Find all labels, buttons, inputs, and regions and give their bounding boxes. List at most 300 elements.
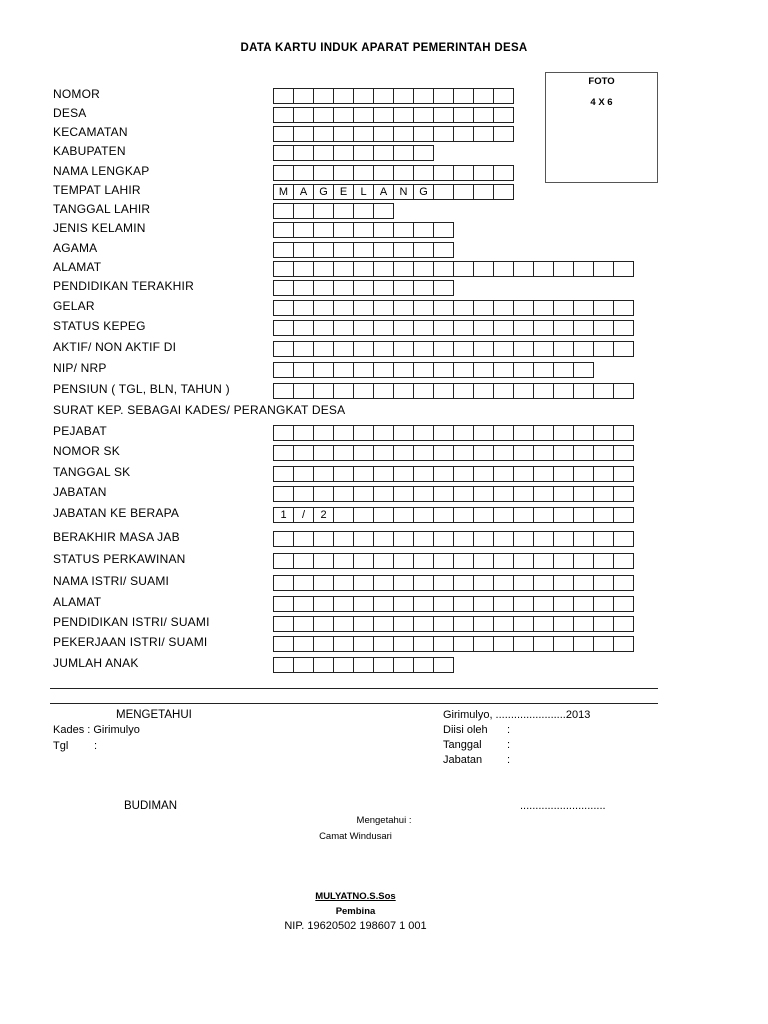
field-cell[interactable] <box>413 636 434 652</box>
field-cell[interactable] <box>573 320 594 336</box>
field-cell[interactable] <box>293 261 314 277</box>
field-cell[interactable] <box>293 341 314 357</box>
field-cell[interactable] <box>533 445 554 461</box>
field-cell[interactable] <box>493 184 514 200</box>
field-cell[interactable] <box>453 445 474 461</box>
field-cell[interactable] <box>553 616 574 632</box>
field-cell[interactable] <box>553 531 574 547</box>
field-cell[interactable] <box>413 107 434 123</box>
field-cell[interactable] <box>413 596 434 612</box>
field-cell[interactable] <box>273 300 294 316</box>
field-cell[interactable] <box>393 222 414 238</box>
field-cell[interactable] <box>273 126 294 142</box>
field-cell[interactable] <box>313 242 334 258</box>
field-cell[interactable] <box>433 466 454 482</box>
field-cell[interactable] <box>373 466 394 482</box>
field-cell[interactable] <box>613 300 634 316</box>
field-cell[interactable] <box>333 425 354 441</box>
field-cell[interactable] <box>493 425 514 441</box>
field-cell[interactable] <box>413 362 434 378</box>
field-cell[interactable]: G <box>413 184 434 200</box>
field-cell[interactable] <box>393 320 414 336</box>
field-cell[interactable] <box>573 636 594 652</box>
field-cell[interactable] <box>333 261 354 277</box>
field-cell[interactable] <box>313 575 334 591</box>
field-cell[interactable] <box>373 616 394 632</box>
field-cell[interactable] <box>433 107 454 123</box>
field-cell[interactable] <box>493 341 514 357</box>
field-cell[interactable] <box>613 486 634 502</box>
field-cell[interactable] <box>573 445 594 461</box>
field-cell[interactable] <box>573 486 594 502</box>
field-cell[interactable] <box>493 88 514 104</box>
field-cell[interactable] <box>433 165 454 181</box>
field-cell[interactable] <box>613 531 634 547</box>
field-cell[interactable] <box>573 341 594 357</box>
field-cell[interactable] <box>593 636 614 652</box>
field-cell[interactable] <box>273 222 294 238</box>
field-cell[interactable] <box>333 553 354 569</box>
field-cell[interactable] <box>293 445 314 461</box>
field-cell[interactable] <box>333 486 354 502</box>
field-cell[interactable] <box>573 300 594 316</box>
field-cell[interactable] <box>373 320 394 336</box>
field-cell[interactable] <box>473 596 494 612</box>
field-cell[interactable] <box>353 575 374 591</box>
field-cell[interactable] <box>313 636 334 652</box>
field-cell[interactable] <box>613 616 634 632</box>
field-cell[interactable] <box>313 531 334 547</box>
field-cell[interactable] <box>433 486 454 502</box>
field-cell[interactable] <box>573 466 594 482</box>
field-cell[interactable] <box>493 107 514 123</box>
field-cell[interactable] <box>433 300 454 316</box>
field-cell[interactable] <box>573 553 594 569</box>
field-cell[interactable] <box>353 383 374 399</box>
field-cell[interactable] <box>473 320 494 336</box>
field-cell[interactable]: A <box>293 184 314 200</box>
field-cell[interactable] <box>373 341 394 357</box>
field-cell[interactable] <box>333 242 354 258</box>
field-cell[interactable] <box>373 553 394 569</box>
field-cell[interactable] <box>493 362 514 378</box>
field-cell[interactable] <box>433 184 454 200</box>
field-cell[interactable]: 1 <box>273 507 294 523</box>
field-cell[interactable] <box>393 165 414 181</box>
field-cell[interactable] <box>373 261 394 277</box>
field-cell[interactable] <box>613 507 634 523</box>
field-cell[interactable] <box>593 616 614 632</box>
field-cell[interactable] <box>513 362 534 378</box>
field-cell[interactable] <box>393 425 414 441</box>
field-cell[interactable] <box>513 507 534 523</box>
field-cell[interactable] <box>553 466 574 482</box>
field-cell[interactable] <box>393 445 414 461</box>
field-cell[interactable] <box>493 553 514 569</box>
field-cell[interactable] <box>553 553 574 569</box>
field-cell[interactable] <box>533 531 554 547</box>
field-cell[interactable] <box>353 280 374 296</box>
field-cell[interactable] <box>413 425 434 441</box>
field-cell[interactable] <box>333 165 354 181</box>
field-cell[interactable] <box>513 320 534 336</box>
field-cell[interactable] <box>533 507 554 523</box>
field-cell[interactable] <box>613 553 634 569</box>
field-cell[interactable] <box>353 145 374 161</box>
field-cell[interactable] <box>493 165 514 181</box>
field-cell[interactable] <box>353 531 374 547</box>
field-cell[interactable] <box>593 466 614 482</box>
field-cell[interactable] <box>353 636 374 652</box>
field-cell[interactable] <box>373 362 394 378</box>
field-cell[interactable] <box>593 425 614 441</box>
field-cell[interactable] <box>533 636 554 652</box>
field-cell[interactable] <box>513 486 534 502</box>
field-cell[interactable] <box>593 531 614 547</box>
field-cell[interactable] <box>413 261 434 277</box>
field-cell[interactable] <box>373 596 394 612</box>
field-cell[interactable] <box>293 165 314 181</box>
field-cell[interactable] <box>513 425 534 441</box>
field-cell[interactable] <box>453 320 474 336</box>
field-cell[interactable] <box>413 88 434 104</box>
field-cell[interactable] <box>313 425 334 441</box>
field-cell[interactable] <box>493 636 514 652</box>
field-cell[interactable] <box>293 383 314 399</box>
field-cell[interactable] <box>293 553 314 569</box>
field-cell[interactable] <box>453 531 474 547</box>
field-cell[interactable] <box>513 466 534 482</box>
field-cell[interactable] <box>353 507 374 523</box>
field-cell[interactable] <box>313 362 334 378</box>
field-cell[interactable] <box>313 300 334 316</box>
field-cell[interactable] <box>393 657 414 673</box>
field-cell[interactable] <box>413 383 434 399</box>
field-cell[interactable] <box>413 507 434 523</box>
field-cell[interactable] <box>453 165 474 181</box>
field-cell[interactable] <box>573 575 594 591</box>
field-cell[interactable] <box>293 466 314 482</box>
field-cell[interactable] <box>373 88 394 104</box>
field-cell[interactable] <box>513 261 534 277</box>
field-cell[interactable] <box>433 88 454 104</box>
field-cell[interactable] <box>473 531 494 547</box>
field-cell[interactable] <box>353 242 374 258</box>
field-cell[interactable] <box>313 88 334 104</box>
field-cell[interactable] <box>353 553 374 569</box>
field-cell[interactable] <box>573 616 594 632</box>
field-cell[interactable] <box>433 575 454 591</box>
field-cell[interactable] <box>293 657 314 673</box>
field-cell[interactable] <box>473 616 494 632</box>
field-cell[interactable] <box>433 341 454 357</box>
field-cell[interactable] <box>313 341 334 357</box>
field-cell[interactable] <box>473 107 494 123</box>
field-cell[interactable] <box>553 636 574 652</box>
field-cell[interactable] <box>533 553 554 569</box>
field-cell[interactable] <box>393 107 414 123</box>
field-cell[interactable] <box>333 300 354 316</box>
field-cell[interactable] <box>353 445 374 461</box>
field-cell[interactable]: A <box>373 184 394 200</box>
field-cell[interactable] <box>493 320 514 336</box>
field-cell[interactable] <box>553 341 574 357</box>
field-cell[interactable] <box>513 636 534 652</box>
field-cell[interactable] <box>313 203 334 219</box>
field-cell[interactable] <box>273 88 294 104</box>
field-cell[interactable] <box>333 616 354 632</box>
field-cell[interactable] <box>513 553 534 569</box>
field-cell[interactable] <box>373 165 394 181</box>
field-cell[interactable] <box>473 341 494 357</box>
field-cell[interactable] <box>473 507 494 523</box>
field-cell[interactable] <box>333 362 354 378</box>
field-cell[interactable] <box>473 553 494 569</box>
field-cell[interactable] <box>333 107 354 123</box>
field-cell[interactable] <box>333 341 354 357</box>
field-cell[interactable] <box>273 107 294 123</box>
field-cell[interactable] <box>273 165 294 181</box>
field-cell[interactable] <box>353 657 374 673</box>
field-cell[interactable] <box>373 425 394 441</box>
field-cell[interactable] <box>413 616 434 632</box>
field-cell[interactable] <box>613 261 634 277</box>
field-cell[interactable] <box>433 280 454 296</box>
field-cell[interactable] <box>353 203 374 219</box>
field-cell[interactable] <box>453 553 474 569</box>
field-cell[interactable] <box>533 320 554 336</box>
field-cell[interactable] <box>373 531 394 547</box>
field-cell[interactable] <box>433 657 454 673</box>
field-cell[interactable] <box>293 362 314 378</box>
field-cell[interactable] <box>613 445 634 461</box>
field-cell[interactable] <box>273 486 294 502</box>
field-cell[interactable] <box>413 145 434 161</box>
field-cell[interactable] <box>513 300 534 316</box>
field-cell[interactable] <box>413 486 434 502</box>
field-cell[interactable] <box>353 596 374 612</box>
field-cell[interactable] <box>313 466 334 482</box>
field-cell[interactable] <box>493 383 514 399</box>
field-cell[interactable] <box>393 300 414 316</box>
field-cell[interactable] <box>593 320 614 336</box>
field-cell[interactable] <box>353 88 374 104</box>
field-cell[interactable] <box>353 126 374 142</box>
field-cell[interactable] <box>473 486 494 502</box>
field-cell[interactable] <box>333 88 354 104</box>
field-cell[interactable] <box>433 320 454 336</box>
field-cell[interactable] <box>333 222 354 238</box>
field-cell[interactable] <box>473 636 494 652</box>
field-cell[interactable] <box>433 425 454 441</box>
field-cell[interactable] <box>413 165 434 181</box>
field-cell[interactable] <box>293 575 314 591</box>
field-cell[interactable]: / <box>293 507 314 523</box>
field-cell[interactable] <box>513 575 534 591</box>
field-cell[interactable] <box>293 320 314 336</box>
field-cell[interactable] <box>373 445 394 461</box>
field-cell[interactable] <box>333 531 354 547</box>
field-cell[interactable] <box>453 88 474 104</box>
field-cell[interactable] <box>413 222 434 238</box>
field-cell[interactable] <box>333 280 354 296</box>
field-cell[interactable] <box>413 445 434 461</box>
field-cell[interactable] <box>513 616 534 632</box>
field-cell[interactable] <box>493 531 514 547</box>
field-cell[interactable] <box>413 300 434 316</box>
field-cell[interactable] <box>393 280 414 296</box>
field-cell[interactable] <box>473 88 494 104</box>
field-cell[interactable] <box>533 261 554 277</box>
field-cell[interactable] <box>273 466 294 482</box>
field-cell[interactable] <box>373 383 394 399</box>
field-cell[interactable] <box>493 261 514 277</box>
field-cell[interactable] <box>393 507 414 523</box>
field-cell[interactable] <box>313 261 334 277</box>
field-cell[interactable] <box>353 165 374 181</box>
field-cell[interactable] <box>313 126 334 142</box>
field-cell[interactable] <box>613 425 634 441</box>
field-cell[interactable] <box>333 596 354 612</box>
field-cell[interactable] <box>313 553 334 569</box>
field-cell[interactable] <box>473 184 494 200</box>
field-cell[interactable] <box>553 383 574 399</box>
field-cell[interactable] <box>373 280 394 296</box>
field-cell[interactable] <box>333 657 354 673</box>
field-cell[interactable] <box>573 362 594 378</box>
field-cell[interactable] <box>453 362 474 378</box>
field-cell[interactable] <box>273 320 294 336</box>
field-cell[interactable] <box>533 466 554 482</box>
field-cell[interactable] <box>453 466 474 482</box>
field-cell[interactable] <box>513 596 534 612</box>
field-cell[interactable] <box>453 507 474 523</box>
field-cell[interactable] <box>293 616 314 632</box>
field-cell[interactable] <box>313 445 334 461</box>
field-cell[interactable] <box>273 636 294 652</box>
field-cell[interactable] <box>273 575 294 591</box>
field-cell[interactable] <box>453 425 474 441</box>
field-cell[interactable] <box>433 261 454 277</box>
field-cell[interactable] <box>393 553 414 569</box>
field-cell[interactable] <box>313 165 334 181</box>
field-cell[interactable] <box>433 222 454 238</box>
field-cell[interactable] <box>313 222 334 238</box>
field-cell[interactable] <box>553 362 574 378</box>
field-cell[interactable] <box>573 261 594 277</box>
field-cell[interactable] <box>613 596 634 612</box>
field-cell[interactable] <box>533 300 554 316</box>
field-cell[interactable] <box>593 596 614 612</box>
field-cell[interactable] <box>393 242 414 258</box>
field-cell[interactable] <box>313 383 334 399</box>
field-cell[interactable] <box>293 126 314 142</box>
field-cell[interactable]: L <box>353 184 374 200</box>
field-cell[interactable] <box>313 280 334 296</box>
field-cell[interactable] <box>553 300 574 316</box>
field-cell[interactable] <box>533 575 554 591</box>
field-cell[interactable] <box>433 507 454 523</box>
field-cell[interactable] <box>433 553 454 569</box>
field-cell[interactable] <box>453 341 474 357</box>
field-cell[interactable] <box>273 445 294 461</box>
field-cell[interactable] <box>353 486 374 502</box>
field-cell[interactable] <box>473 165 494 181</box>
field-cell[interactable] <box>333 575 354 591</box>
field-cell[interactable]: E <box>333 184 354 200</box>
field-cell[interactable] <box>413 280 434 296</box>
field-cell[interactable] <box>593 575 614 591</box>
field-cell[interactable] <box>273 657 294 673</box>
field-cell[interactable] <box>373 242 394 258</box>
field-cell[interactable] <box>333 145 354 161</box>
field-cell[interactable] <box>573 531 594 547</box>
field-cell[interactable] <box>413 242 434 258</box>
field-cell[interactable] <box>393 145 414 161</box>
field-cell[interactable] <box>493 507 514 523</box>
field-cell[interactable] <box>493 616 514 632</box>
field-cell[interactable] <box>353 261 374 277</box>
field-cell[interactable] <box>393 88 414 104</box>
field-cell[interactable] <box>573 596 594 612</box>
field-cell[interactable] <box>313 486 334 502</box>
field-cell[interactable]: G <box>313 184 334 200</box>
field-cell[interactable] <box>473 466 494 482</box>
field-cell[interactable] <box>473 425 494 441</box>
field-cell[interactable] <box>393 575 414 591</box>
field-cell[interactable] <box>313 320 334 336</box>
field-cell[interactable] <box>453 107 474 123</box>
field-cell[interactable] <box>573 383 594 399</box>
field-cell[interactable] <box>493 575 514 591</box>
field-cell[interactable] <box>413 575 434 591</box>
field-cell[interactable] <box>293 596 314 612</box>
field-cell[interactable] <box>273 616 294 632</box>
field-cell[interactable] <box>293 531 314 547</box>
field-cell[interactable] <box>313 616 334 632</box>
field-cell[interactable] <box>353 107 374 123</box>
field-cell[interactable] <box>273 596 294 612</box>
field-cell[interactable] <box>333 507 354 523</box>
field-cell[interactable] <box>393 362 414 378</box>
field-cell[interactable] <box>373 203 394 219</box>
field-cell[interactable] <box>553 596 574 612</box>
field-cell[interactable] <box>293 107 314 123</box>
field-cell[interactable] <box>393 341 414 357</box>
field-cell[interactable] <box>553 507 574 523</box>
field-cell[interactable] <box>453 616 474 632</box>
field-cell[interactable] <box>413 341 434 357</box>
field-cell[interactable] <box>593 445 614 461</box>
field-cell[interactable] <box>453 261 474 277</box>
field-cell[interactable] <box>293 222 314 238</box>
field-cell[interactable] <box>293 486 314 502</box>
field-cell[interactable] <box>453 184 474 200</box>
field-cell[interactable] <box>373 657 394 673</box>
field-cell[interactable] <box>333 203 354 219</box>
field-cell[interactable] <box>293 242 314 258</box>
field-cell[interactable] <box>513 341 534 357</box>
field-cell[interactable] <box>393 261 414 277</box>
field-cell[interactable] <box>433 596 454 612</box>
field-cell[interactable] <box>613 320 634 336</box>
field-cell[interactable] <box>493 486 514 502</box>
field-cell[interactable] <box>273 203 294 219</box>
field-cell[interactable] <box>593 486 614 502</box>
field-cell[interactable] <box>533 596 554 612</box>
field-cell[interactable] <box>333 445 354 461</box>
field-cell[interactable] <box>353 616 374 632</box>
